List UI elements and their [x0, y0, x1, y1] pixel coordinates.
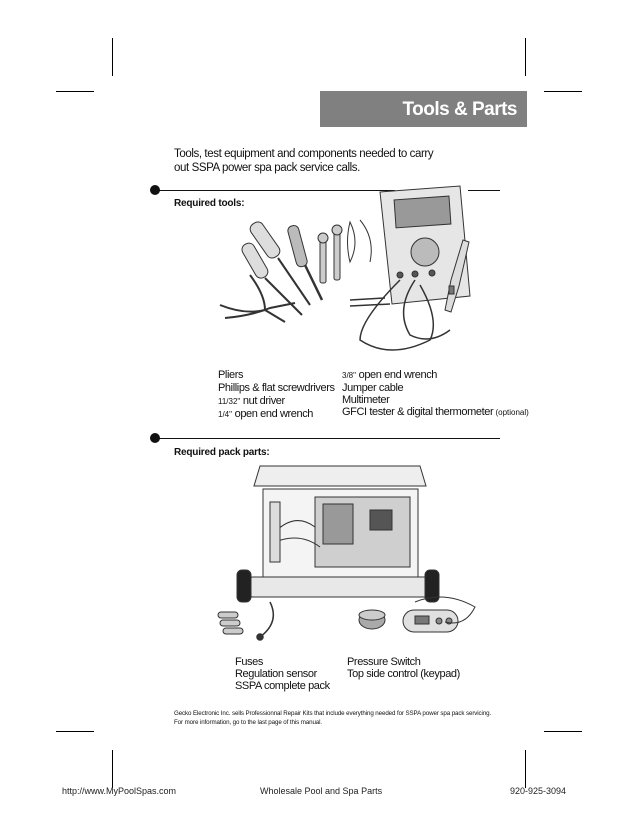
- list-item: Pliers: [218, 369, 244, 381]
- crop-mark: [56, 731, 94, 732]
- crop-mark: [525, 38, 526, 76]
- parts-list-right: [347, 656, 460, 680]
- regulation-sensor-icon: [257, 602, 273, 640]
- keypad-icon: [403, 597, 475, 632]
- crop-mark: [112, 750, 113, 788]
- list-item: Top side control (keypad): [347, 668, 460, 680]
- list-item: Pressure Switch: [347, 656, 421, 668]
- footer-center-text: Wholesale Pool and Spa Parts: [260, 786, 383, 796]
- jumper-clip-icon: [348, 220, 372, 262]
- footer-url[interactable]: http://www.MyPoolSpas.com: [62, 786, 177, 796]
- wrench-icon: [318, 225, 342, 283]
- note-line: For more information, go to the last page of this manual.: [174, 719, 323, 726]
- list-item: Regulation sensor: [235, 668, 317, 680]
- list-item: Fuses: [235, 656, 263, 668]
- page-title: Tools & Parts: [402, 99, 517, 120]
- pack-lid-icon: [254, 466, 426, 486]
- section-rule: [155, 438, 500, 439]
- list-item: GFCI tester & digital thermometer (optional): [342, 406, 529, 418]
- intro-line: Tools, test equipment and components needed to carry: [174, 148, 434, 160]
- note-line: Gecko Electronic Inc. sells Professionnal Repair Kits that include everything needed for SSPA power spa pack servicing.: [174, 710, 492, 717]
- intro-line: out SSPA power spa pack service calls.: [174, 162, 360, 174]
- parts-section-title: Required pack parts:: [174, 447, 270, 458]
- list-item: Multimeter: [342, 394, 390, 406]
- crop-mark: [544, 91, 582, 92]
- pressure-switch-icon: [359, 610, 385, 629]
- header-bar: [320, 91, 527, 127]
- list-item: 11/32" nut driver: [218, 395, 285, 407]
- tools-list-left: [218, 369, 335, 421]
- fuses-icon: [218, 612, 243, 634]
- crop-mark: [112, 38, 113, 76]
- pack-parts-illustration: [215, 462, 485, 642]
- parts-list-left: [235, 656, 330, 692]
- list-item: 3/8" open end wrench: [342, 369, 438, 381]
- tools-list-right: [342, 369, 529, 419]
- intro-text: [174, 147, 474, 175]
- nut-driver-icon: [287, 224, 322, 300]
- tools-illustration: [210, 180, 510, 355]
- pliers-icon: [220, 275, 295, 322]
- list-item: Phillips & flat screwdrivers: [218, 382, 335, 394]
- tools-section-title: Required tools:: [174, 198, 245, 209]
- crop-mark: [525, 750, 526, 788]
- footer-phone: 920-925-3094: [510, 786, 567, 796]
- list-item: 1/4" open end wrench: [218, 408, 314, 420]
- spa-pack-enclosure-icon: [263, 489, 418, 577]
- repair-kit-note: [174, 709, 491, 727]
- list-item: SSPA complete pack: [235, 680, 330, 692]
- crop-mark: [56, 91, 94, 92]
- crop-mark: [544, 731, 582, 732]
- list-item: Jumper cable: [342, 382, 404, 394]
